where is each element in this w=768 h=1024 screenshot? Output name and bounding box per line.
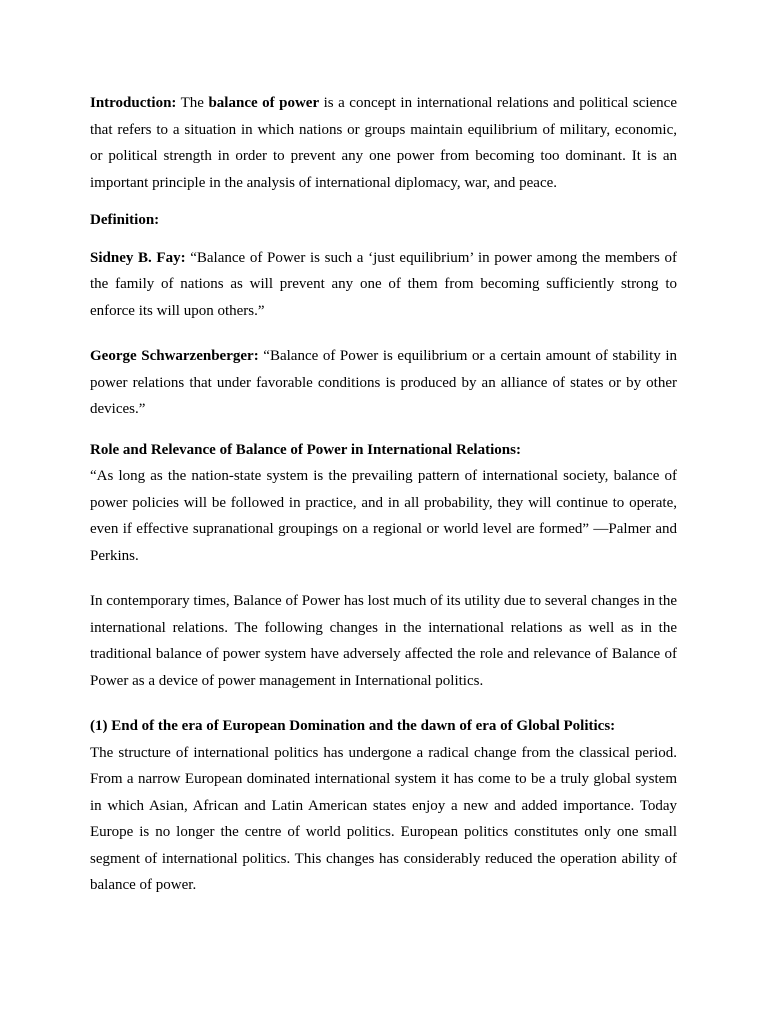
definition-quote-schwarzenberger bbox=[90, 343, 677, 423]
role-paragraph: In contemporary times, Balance of Power has lost much of its utility due to several changes in the international relations. The following changes in the international relations as well as in the traditional balance of power system have adversely affected the role and relevance of Balance of Power as a device of power management in International politics. bbox=[90, 593, 677, 689]
definition-quote-fay bbox=[90, 245, 677, 325]
intro-label: Introduction: bbox=[90, 95, 177, 111]
section1-heading: (1) End of the era of European Domination and the dawn of era of Global Politics: bbox=[90, 718, 616, 734]
quote-text: “Balance of Power is equilibrium or a certain amount of stability in power relations that under favorable conditions is produced by an alliance of states or by other devices.” bbox=[90, 348, 677, 417]
definition-heading: Definition: bbox=[90, 212, 160, 228]
intro-term: balance of power bbox=[208, 95, 320, 111]
quote-text: “Balance of Power is such a ‘just equilibrium’ in power among the members of the family of nations as will prevent any one of them from becoming sufficiently strong to enforce its will upon others.” bbox=[90, 249, 678, 319]
intro-pre: The bbox=[176, 95, 209, 111]
section1-text: The structure of international politics has undergone a radical change from the classical period. From a narrow European dominated international system it has come to be a truly global system in which Asian, African and Latin American states enjoy a new and added importance. Today Europe is no longer the centre of world politics. European politics constitutes only one small segment of international politics. This changes has considerably reduced the operation ability of balance of power. bbox=[90, 744, 677, 893]
role-quote: “As long as the nation-state system is the prevailing pattern of international society, balance of power policies will be followed in practice, and in all probability, they will continue to operate, even if effective supranational groupings on a regional or world level are formed” —Palmer and Perkins. bbox=[90, 468, 677, 564]
intro-paragraph bbox=[90, 90, 677, 196]
quote-author: George Schwarzenberger: bbox=[90, 348, 259, 364]
intro-text: is a concept in international relations and political science that refers to a situation in which nations or groups maintain equilibrium of military, economic, or political strength in order to prevent any one power from becoming too dominant. It is an important principle in the analysis of international diplomacy, war, and peace. bbox=[90, 95, 677, 191]
document-page bbox=[90, 90, 677, 899]
role-heading: Role and Relevance of Balance of Power in International Relations: bbox=[90, 441, 521, 458]
quote-author: Sidney B. Fay: bbox=[90, 249, 186, 266]
